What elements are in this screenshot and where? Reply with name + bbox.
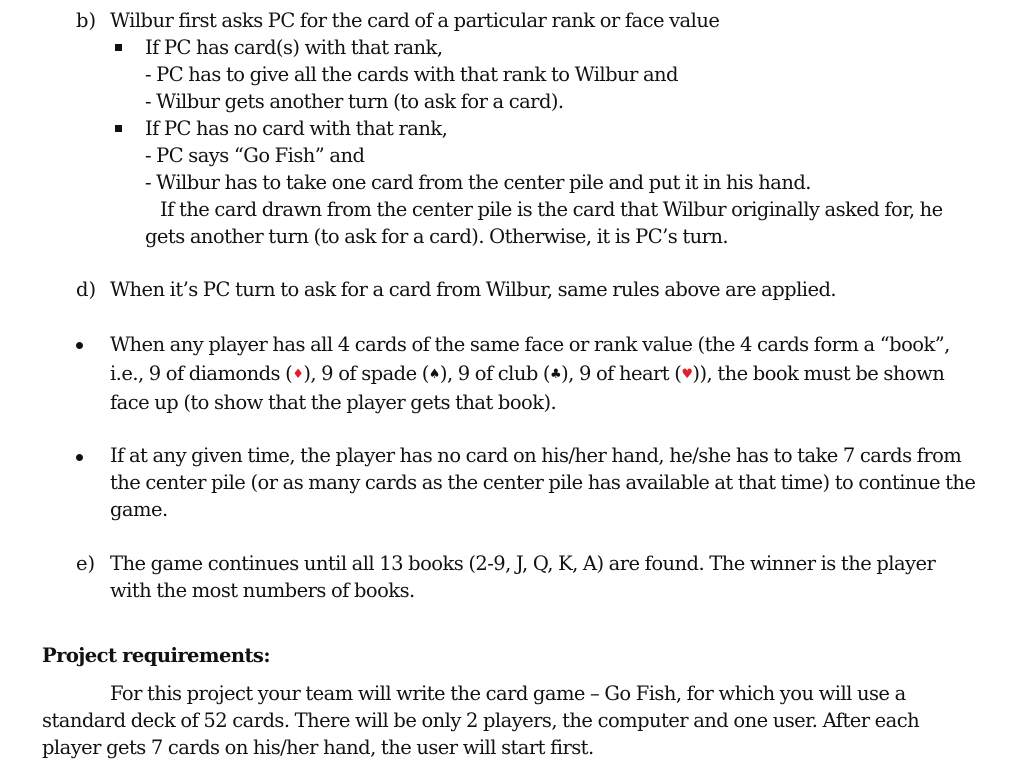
bullet-1-line-1: - PC has to give all the cards with that rank to Wilbur and	[145, 63, 678, 86]
empty-hand-line-2: the center pile (or as many cards as the center pile has available at that time) to continue the	[110, 471, 976, 494]
book-line-2-text-d: ), 9 of heart (	[561, 362, 682, 385]
square-bullet-1	[115, 44, 122, 51]
section-b-marker: b)	[76, 9, 97, 32]
dot-bullet-book	[76, 342, 83, 349]
bullet-1-lead: If PC has card(s) with that rank,	[145, 36, 443, 59]
section-d-text: When it’s PC turn to ask for a card from Wilbur, same rules above are applied.	[110, 278, 837, 301]
project-line-3: player gets 7 cards on his/her hand, the user will start first.	[42, 736, 594, 759]
club-suit-icon: ♣	[549, 367, 562, 382]
bullet-2-lead: If PC has no card with that rank,	[145, 117, 448, 140]
bullet-2-line-4: gets another turn (to ask for a card). Otherwise, it is PC’s turn.	[145, 225, 729, 248]
section-d-marker: d)	[76, 278, 97, 301]
section-e-marker: e)	[76, 552, 96, 575]
square-bullet-2	[115, 125, 122, 132]
bullet-2-line-1: - PC says “Go Fish” and	[145, 144, 365, 167]
heart-suit-icon: ♥	[681, 367, 693, 382]
book-line-1: When any player has all 4 cards of the same face or rank value (the 4 cards form a “book”,	[110, 333, 950, 356]
project-line-2: standard deck of 52 cards. There will be only 2 players, the computer and one user. After each	[42, 709, 920, 732]
section-e-line-1: The game continues until all 13 books (2-9, J, Q, K, A) are found. The winner is the player	[110, 552, 936, 575]
bullet-2-line-2: - Wilbur has to take one card from the center pile and put it in his hand.	[145, 171, 811, 194]
section-b-intro: Wilbur first asks PC for the card of a particular rank or face value	[110, 9, 720, 32]
spade-suit-icon: ♠	[428, 367, 440, 382]
book-line-2-text-c: ), 9 of club (	[439, 362, 550, 385]
dot-bullet-empty-hand	[76, 454, 83, 461]
book-line-2	[110, 361, 944, 388]
empty-hand-line-3: game.	[110, 498, 168, 521]
book-line-2-text-e: )), the book must be shown	[692, 362, 945, 385]
empty-hand-line-1: If at any given time, the player has no card on his/her hand, he/she has to take 7 cards from	[110, 444, 962, 467]
book-line-2-text-a: i.e., 9 of diamonds (	[110, 362, 293, 385]
bullet-1-line-2: - Wilbur gets another turn (to ask for a card).	[145, 90, 564, 113]
book-line-3: face up (to show that the player gets that book).	[110, 391, 557, 414]
section-e-line-2: with the most numbers of books.	[110, 579, 415, 602]
diamond-suit-icon: ♦	[292, 367, 304, 382]
book-line-2-text-b: ), 9 of spade (	[303, 362, 429, 385]
project-heading: Project requirements:	[42, 644, 271, 667]
bullet-2-line-3: If the card drawn from the center pile is the card that Wilbur originally asked for, he	[160, 198, 943, 221]
project-line-1: For this project your team will write the card game – Go Fish, for which you will use a	[110, 682, 906, 705]
